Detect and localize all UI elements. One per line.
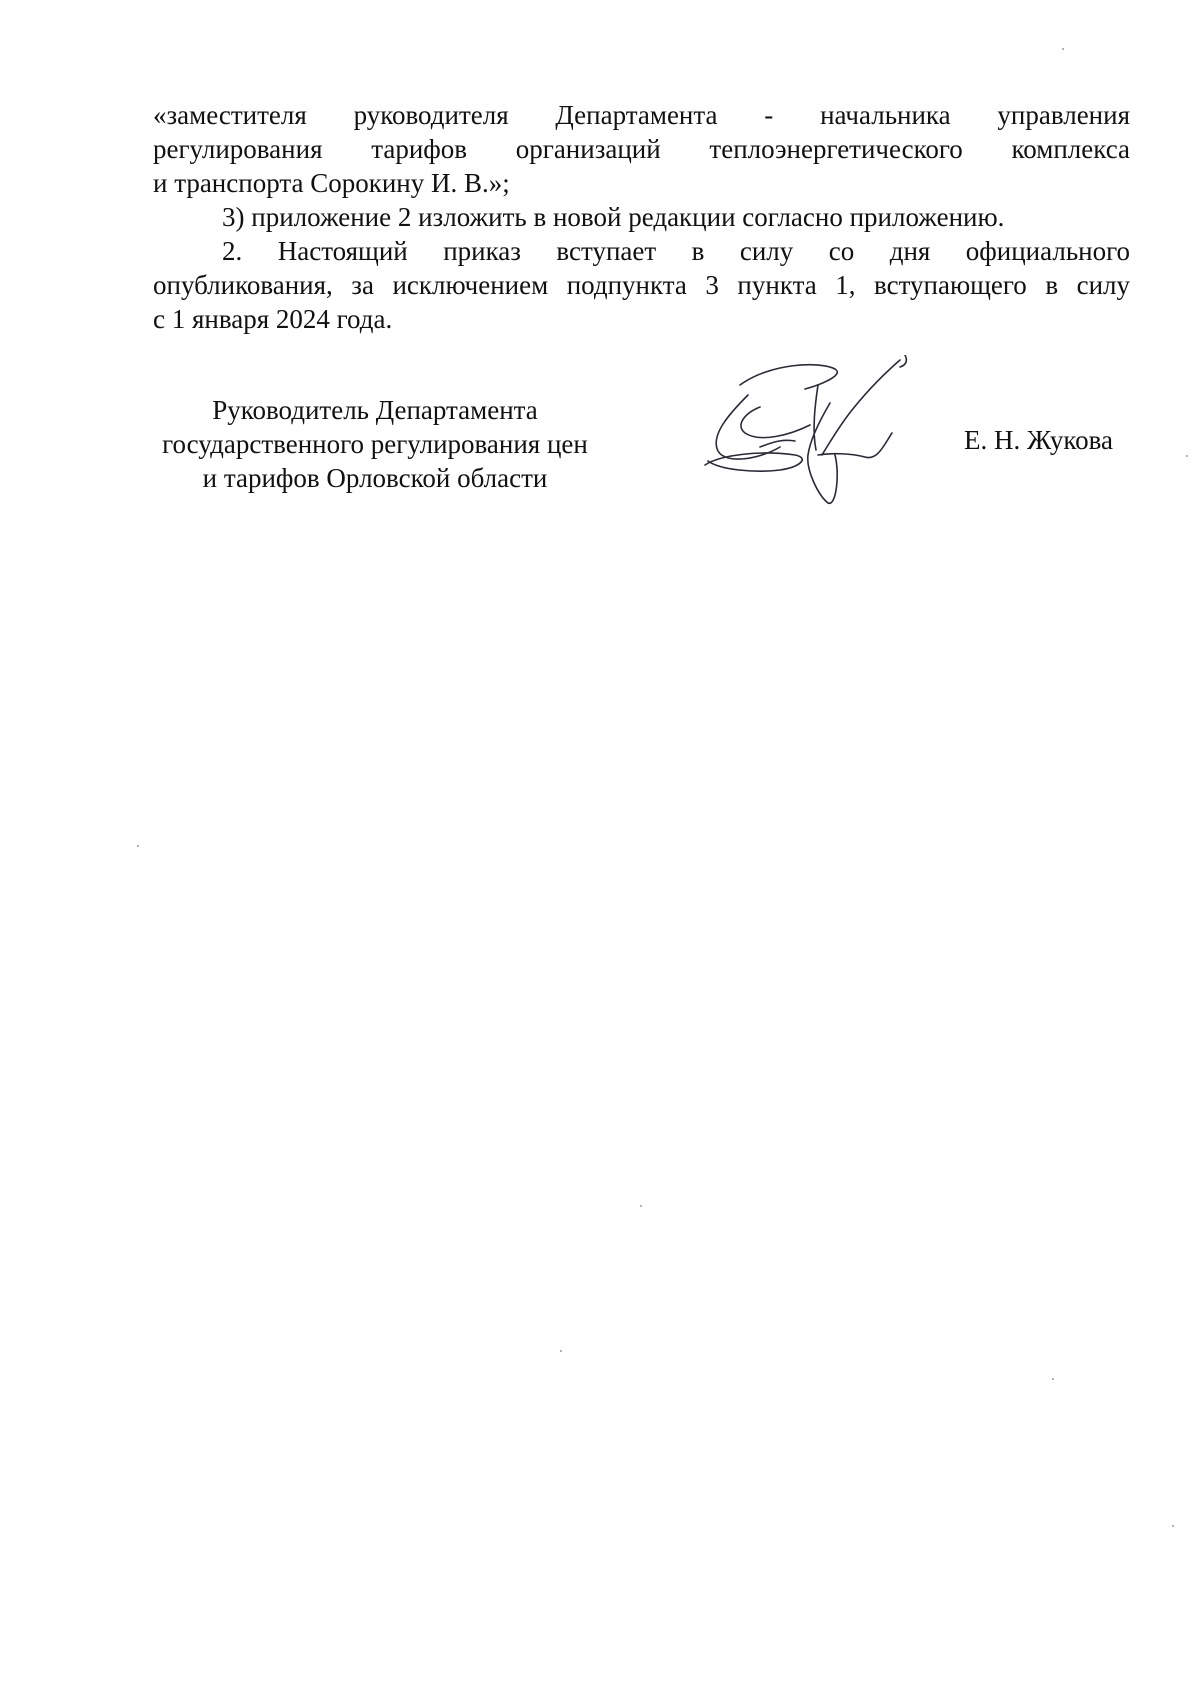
signatory-title-line: государственного регулирования цен <box>162 429 588 459</box>
signature-strokes <box>705 355 906 503</box>
item-3-text: 3) приложение 2 изложить в новой редакции согласно приложению. <box>222 202 1005 232</box>
paragraph-line: и транспорта Сорокину И. В.»; <box>153 168 510 198</box>
handwritten-signature <box>700 355 930 505</box>
paragraph-line: «заместителя руководителя Департамента - начальника управления <box>153 100 1130 130</box>
scan-speck <box>1052 1378 1054 1380</box>
scan-speck <box>560 1350 562 1352</box>
item-2-line: с 1 января 2024 года. <box>153 304 393 334</box>
scan-speck <box>137 845 139 847</box>
signatory-name: Е. Н. Жукова <box>964 425 1113 455</box>
item-2-line: опубликования, за исключением подпункта 3 пункта 1, вступающего в силу <box>153 270 1130 300</box>
scan-speck <box>640 1205 642 1207</box>
scan-speck <box>1062 48 1064 50</box>
signatory-title <box>140 393 610 495</box>
item-2-line: 2. Настоящий приказ вступает в силу со дня официального <box>222 236 1130 266</box>
scan-speck <box>1172 1525 1174 1527</box>
document-body <box>153 98 1130 336</box>
signatory-title-line: и тарифов Орловской области <box>202 463 548 493</box>
signatory-title-line: Руководитель Департамента <box>212 395 538 425</box>
paragraph-line: регулирования тарифов организаций теплоэнергетического комплекса <box>153 134 1130 164</box>
scan-speck <box>1186 455 1188 457</box>
